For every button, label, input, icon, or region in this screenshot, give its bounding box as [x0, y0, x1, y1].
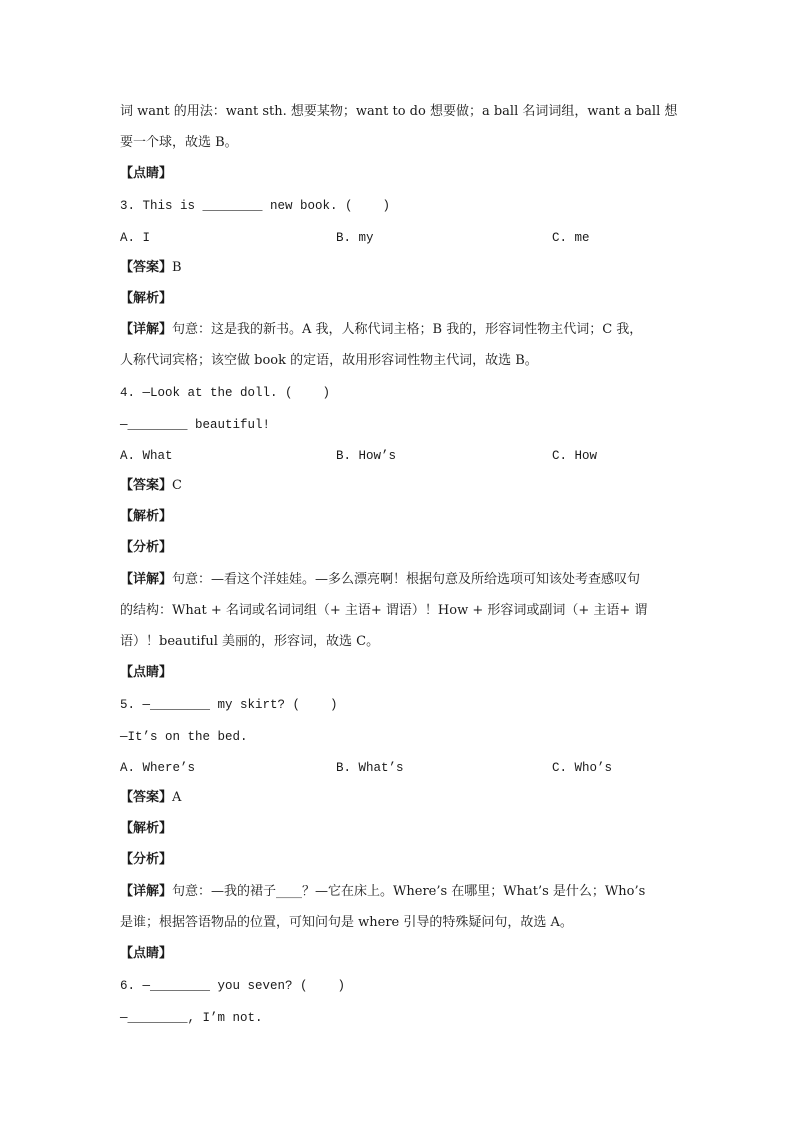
explanation-tag: 【详解】	[120, 572, 173, 587]
answer-value: C	[172, 478, 182, 493]
answer-line	[120, 478, 680, 494]
option-a: A. I	[120, 231, 151, 245]
section-tag-jiexi: 【解析】	[120, 821, 173, 836]
explanation-tag: 【详解】	[120, 884, 173, 899]
explanation-line	[120, 322, 680, 338]
section-tag-jiexi: 【解析】	[120, 291, 173, 306]
question-3: 3. This is ________ new book. ( )	[120, 199, 391, 213]
option-b: B. my	[336, 231, 374, 245]
answer-line	[120, 790, 680, 806]
option-c: C. Who’s	[552, 761, 613, 775]
option-a: A. What	[120, 449, 173, 463]
section-tag-dianjing: 【点睛】	[120, 665, 173, 680]
question-6: 6. —________ you seven? ( )	[120, 979, 346, 993]
option-c: C. me	[552, 231, 590, 245]
option-c: C. How	[552, 449, 598, 463]
option-a: A. Where’s	[120, 761, 196, 775]
question-4: 4. —Look at the doll. ( )	[120, 386, 331, 400]
explanation-tag: 【详解】	[120, 322, 173, 337]
explanation-line: 人称代词宾格；该空做 book 的定语，故用形容词性物主代词，故选 B。	[120, 353, 538, 368]
explanation-line	[120, 884, 680, 900]
answer-value: A	[172, 790, 182, 805]
explanation-text: 句意：这是我的新书。A 我，人称代词主格；B 我的，形容词性物主代词；C 我，	[172, 322, 643, 337]
question-5: 5. —________ my skirt? ( )	[120, 698, 338, 712]
explanation-line: 语）！beautiful 美丽的，形容词，故选 C。	[120, 634, 380, 649]
answer-line	[120, 260, 680, 276]
question-5-reply: —It’s on the bed.	[120, 730, 248, 744]
question-6-reply: —________, I’m not.	[120, 1011, 263, 1025]
question-4-reply: —________ beautiful!	[120, 418, 271, 432]
option-b: B. How’s	[336, 449, 397, 463]
text-line: 要一个球，故选 B。	[120, 135, 238, 150]
explanation-text: 句意：—看这个洋娃娃。—多么漂亮啊！根据句意及所给选项可知该处考查感叹句	[172, 572, 641, 587]
answer-value: B	[172, 260, 182, 275]
option-b: B. What’s	[336, 761, 404, 775]
explanation-line: 的结构：What + 名词或名词词组（+ 主语+ 谓语）！How + 形容词或副词（+ 主语+ 谓	[120, 603, 648, 618]
section-tag-dianjing: 【点睛】	[120, 946, 173, 961]
answer-tag: 【答案】	[120, 478, 173, 493]
answer-tag: 【答案】	[120, 790, 173, 805]
section-tag-fenxi: 【分析】	[120, 540, 173, 555]
explanation-line: 是谁；根据答语物品的位置，可知问句是 where 引导的特殊疑问句，故选 A。	[120, 915, 573, 930]
answer-tag: 【答案】	[120, 260, 173, 275]
section-tag-jiexi: 【解析】	[120, 509, 173, 524]
section-tag-fenxi: 【分析】	[120, 852, 173, 867]
explanation-text: 句意：—我的裙子____？—它在床上。Where’s 在哪里；What’s 是什么；Who’s	[172, 884, 646, 899]
explanation-line	[120, 572, 680, 588]
text-line: 词 want 的用法：want sth. 想要某物；want to do 想要做；a ball 名词词组，want a ball 想	[120, 104, 678, 119]
section-tag-dianjing: 【点睛】	[120, 166, 173, 181]
